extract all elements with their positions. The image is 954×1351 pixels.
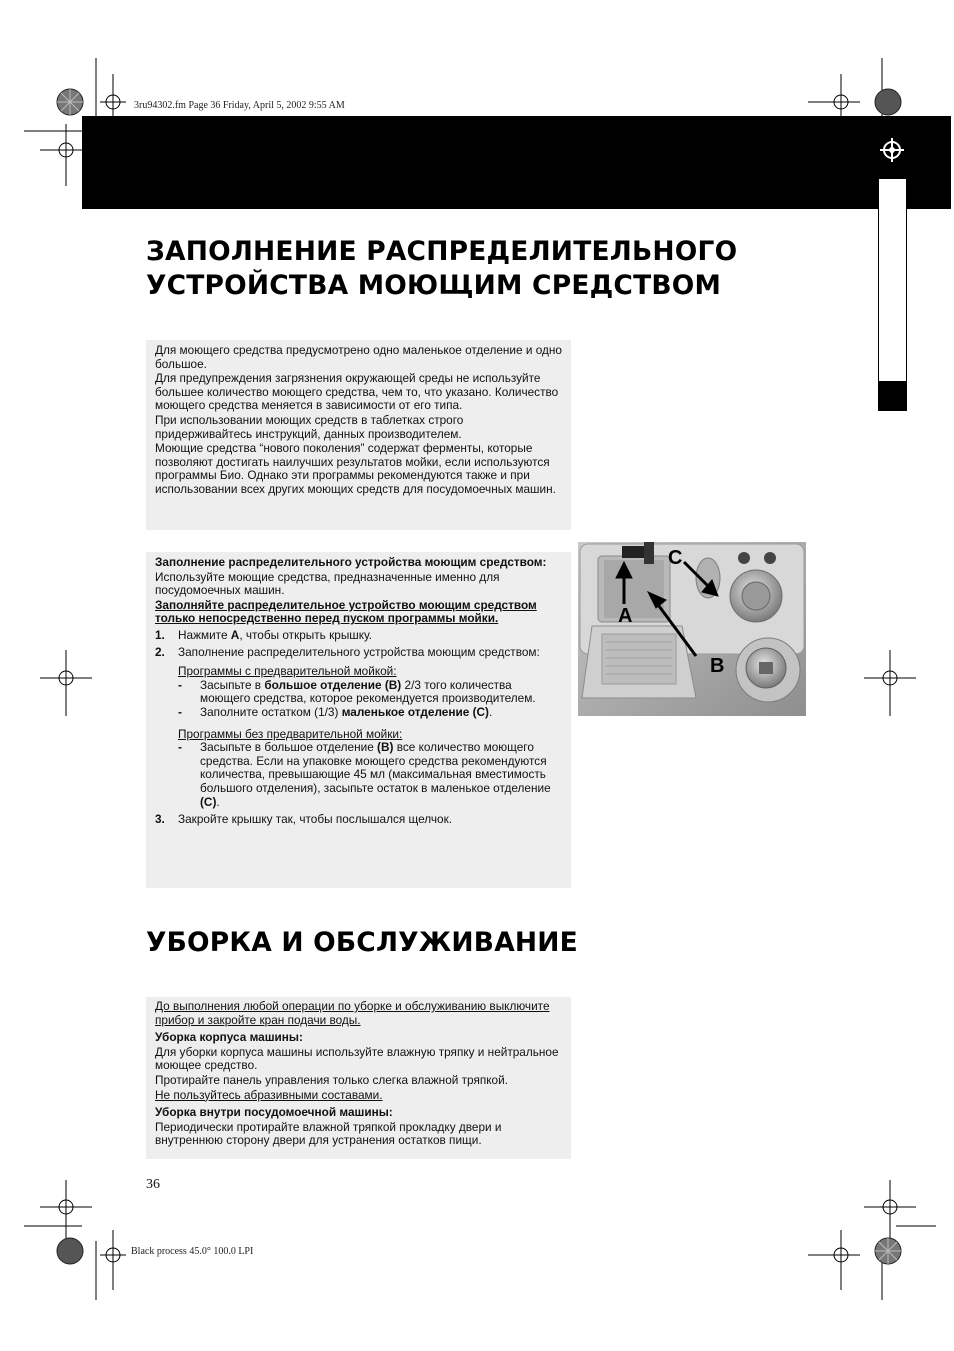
intro-paragraph: Моющие средства “нового поколения” содержат ферменты, которые позволяют достигать наилучших результатов мойки, если используются программы Био. Однако эти программы рекомендуются также и при использовании всех других моющих средств для посудомоечных машин. [155,441,556,496]
photo-label-b: B [710,655,725,677]
fill-warning: Заполняйте распределительное устройство моющим средством только непосредственно перед пуском программы мойки. [155,597,537,626]
item-key: (B) [377,740,394,755]
prewash-item [178,706,563,720]
item-key: маленькое отделение (C) [341,704,489,719]
fill-heading: Заполнение распределительного устройства моющим средством: [155,555,547,569]
step-text: , чтобы открыть крышку. [239,627,373,642]
title-line-1: ЗАПОЛНЕНИЕ РАСПРЕДЕЛИТЕЛЬНОГО [146,236,738,267]
body-cleaning-text: Протирайте панель управления только слегка влажной тряпкой. [155,1072,508,1087]
item-text: 2/3 того количества моющего средства, которое рекомендуется производителем. [200,677,536,706]
step-3 [155,813,563,827]
no-prewash-group [178,728,563,810]
intro-paragraph: Для предупреждения загрязнения окружающей среды не используйте большее количество моющего средства, чем то, что указано. Количество моющего средства меняется в зависимости от его типа. [155,371,559,413]
intro-paragraph: При использовании моющих средств в таблетках строго придерживайтесь инструкций, данных производителем. [155,412,464,441]
item-text: . [216,794,220,809]
chapter-tab [878,178,907,411]
step-1 [155,629,563,643]
detergent-dispenser-photo [578,542,806,716]
step-text: Нажмите [178,627,231,642]
section-title-cleaning: УБОРКА И ОБСЛУЖИВАНИЕ [146,927,578,958]
photo-label-c: C [668,547,683,569]
intro-paragraph: Для моющего средства предусмотрено одно маленькое отделение и одно большое. [155,343,562,371]
step-number: 2. [155,644,165,659]
no-prewash-item [178,741,563,809]
header-band [82,116,951,209]
step-number: 1. [155,627,165,642]
inside-cleaning-text: Периодически протирайте влажной тряпкой прокладку двери и внутреннюю сторону двери для устранения остатков пищи. [155,1119,502,1148]
registration-target-icon [880,138,904,162]
fill-instructions-box [146,552,571,888]
body-cleaning-heading: Уборка корпуса машины: [155,1030,303,1045]
abrasive-warning: Не пользуйтесь абразивными составами. [155,1087,383,1102]
bullet-dash: - [178,704,182,719]
item-text: все количество моющего средства. Если на упаковке моющего средства рекомендуются количества, превышающие 45 мл (максимальная вместимость большого отделения), засыпьте остаток в маленькое отделение [200,740,551,795]
item-text: Заполните остатком (1/3) [200,704,342,719]
section-title-detergent [146,235,737,303]
chapter-tab-marker [878,381,907,411]
page-number: 36 [146,1177,160,1192]
step-number: 3. [155,812,165,827]
prewash-item [178,679,563,706]
prewash-title: Программы с предварительной мойкой: [178,664,397,679]
fill-steps [155,629,563,827]
step-text: Закройте крышку так, чтобы послышался щелчок. [178,812,453,827]
fill-text: Используйте моющие средства, предназначенные именно для посудомоечных машин. [155,569,500,598]
title-line-2: УСТРОЙСТВА МОЮЩИМ СРЕДСТВОМ [146,270,722,301]
photo-label-a: A [618,605,633,627]
item-key: большое отделение (B) [264,677,402,692]
step-text: Заполнение распределительного устройства моющим средством: [178,644,540,659]
inside-cleaning-heading: Уборка внутри посудомоечной машины: [155,1105,393,1120]
print-job-info: 3ru94302.fm Page 36 Friday, April 5, 2002 9:55 AM [134,100,345,111]
item-text: . [488,704,493,719]
item-key: (C) [200,794,217,809]
prewash-group [178,665,563,719]
bullet-dash: - [178,677,182,692]
print-process-info: Black process 45.0° 100.0 LPI [131,1246,254,1257]
item-text: Засыпьте в большое отделение [200,740,378,755]
cleaning-warning: До выполнения любой операции по уборке и обслуживанию выключите прибор и закройте кран подачи воды. [155,999,550,1027]
bullet-dash: - [178,740,182,755]
step-key: A [230,627,240,642]
body-cleaning-text: Для уборки корпуса машины используйте влажную тряпку и нейтральное моющее средство. [155,1044,559,1073]
intro-box [146,340,571,530]
item-text: Засыпьте в [200,677,265,692]
cleaning-box [146,997,571,1159]
step-2 [155,646,563,810]
no-prewash-title: Программы без предварительной мойки: [178,726,403,741]
